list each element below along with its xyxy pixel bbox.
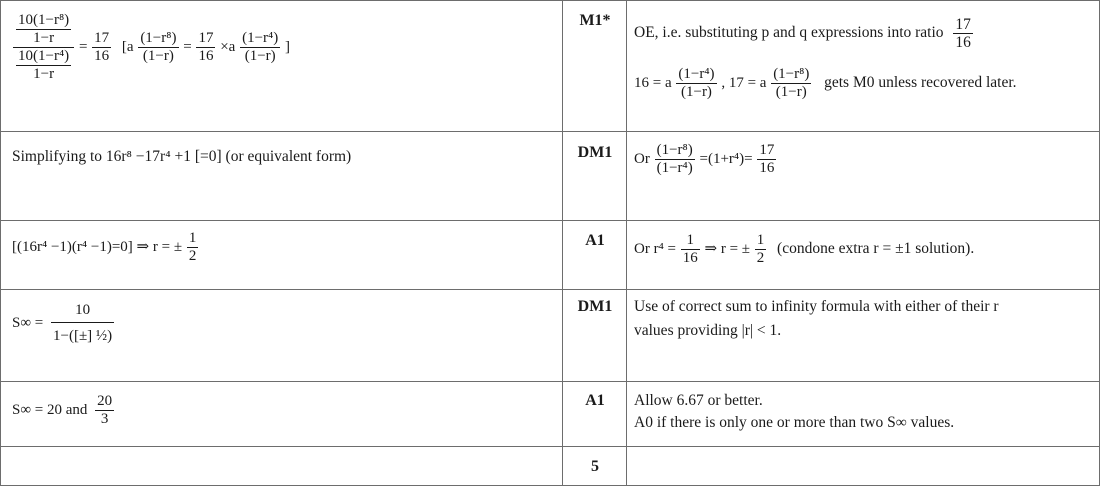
mid-fraction: $\frac{17}{16}$ xyxy=(198,30,214,65)
row-divider xyxy=(0,220,1099,221)
row3-note: Or r⁴ = $\frac{1}{16}$ ⇒ r = ± $\frac{1}{2}$ (condone extra r = ±1 solution). xyxy=(634,232,975,266)
row-divider xyxy=(0,0,1099,1)
total-marks: 5 xyxy=(591,458,599,475)
outer-num-bottom: 1−r xyxy=(33,30,55,47)
outer-den-top: 10(1−r⁴) xyxy=(18,48,70,65)
col-divider xyxy=(626,0,627,486)
row1-note-equations: 16 = a $\frac{\text{(1−r⁴)}}{(1-r)}$ , 17 = a $\frac{\text{(1−r⁸)}}{(1-r)}$ gets M0 unless recovered later. xyxy=(634,66,1017,100)
row4-mark: DM1 xyxy=(577,298,613,315)
row-divider xyxy=(0,131,1099,132)
outer-num-top: 10(1−r⁸) xyxy=(18,12,70,29)
row2-working: Simplifying to 16r⁸ −17r⁴ +1 [=0] (or equivalent form) xyxy=(12,148,352,165)
row5-note-line1: Allow 6.67 or better. xyxy=(634,392,763,409)
row1-note: OE, i.e. substituting p and q expressions into ratio $\frac{17}{16}$ xyxy=(634,16,971,51)
note-ratio: $\frac{17}{16}$ xyxy=(955,16,971,51)
recovery-note: gets M0 unless recovered later. xyxy=(824,73,1017,91)
col-divider xyxy=(0,0,1,486)
row2-mark: DM1 xyxy=(577,144,613,161)
bracket-close: ] xyxy=(285,39,291,55)
row4-working: S∞ = $\frac{10}{\text{1−([±] ½)}}$ xyxy=(12,302,113,344)
row1-working: $\frac{\frac{\text{10(1−r⁸)}}{1-r}}{\frac{\text{10(1−r⁴)}}{1-r}}$ = $\frac{17}{16}$ [a $\frac{\text{(1−r⁸)}}{(1-r)}$ = $\frac{17}{16}$ ×a $\frac{\text{(1−r⁴)}}{(1-r)}$ ] xyxy=(12,12,290,83)
inner-fraction-1: $\frac{\text{(1−r⁸)}}{(1-r)}$ xyxy=(140,30,177,65)
row1-mark: M1* xyxy=(579,12,611,29)
sum-to-infinity-label: S∞ = xyxy=(12,314,44,331)
inner-fraction-2: $\frac{\text{(1−r⁴)}}{(1-r)}$ xyxy=(242,30,279,65)
times-a: ×a xyxy=(220,39,236,55)
row-divider xyxy=(0,446,1099,447)
row-divider xyxy=(0,381,1099,382)
row2-note: Or $\frac{\text{(1−r⁸)}}{\text{(1−r⁴)}}$ =(1+r⁴)= $\frac{17}{16}$ xyxy=(634,142,775,176)
row4-note-line2: values providing |r| < 1. xyxy=(634,322,782,339)
ratio-fraction: $\frac{17}{16}$ xyxy=(94,30,110,65)
row-divider xyxy=(0,289,1099,290)
row3-working: [(16r⁴ −1)(r⁴ −1)=0] ⇒ r = ± $\frac{1}{2}$ xyxy=(12,230,197,264)
row5-mark: A1 xyxy=(585,392,605,409)
row3-mark: A1 xyxy=(585,232,605,249)
row5-note-line2: A0 if there is only one or more than two S∞ values. xyxy=(634,414,955,431)
outer-fraction xyxy=(13,12,74,83)
row4-note-line1: Use of correct sum to infinity formula with either of their r xyxy=(634,298,999,315)
bracket-open: [a xyxy=(121,39,134,55)
outer-den-bottom: 1−r xyxy=(33,66,55,83)
col-divider xyxy=(562,0,563,486)
row5-working: S∞ = 20 and $\frac{20}{3}$ xyxy=(12,393,113,427)
